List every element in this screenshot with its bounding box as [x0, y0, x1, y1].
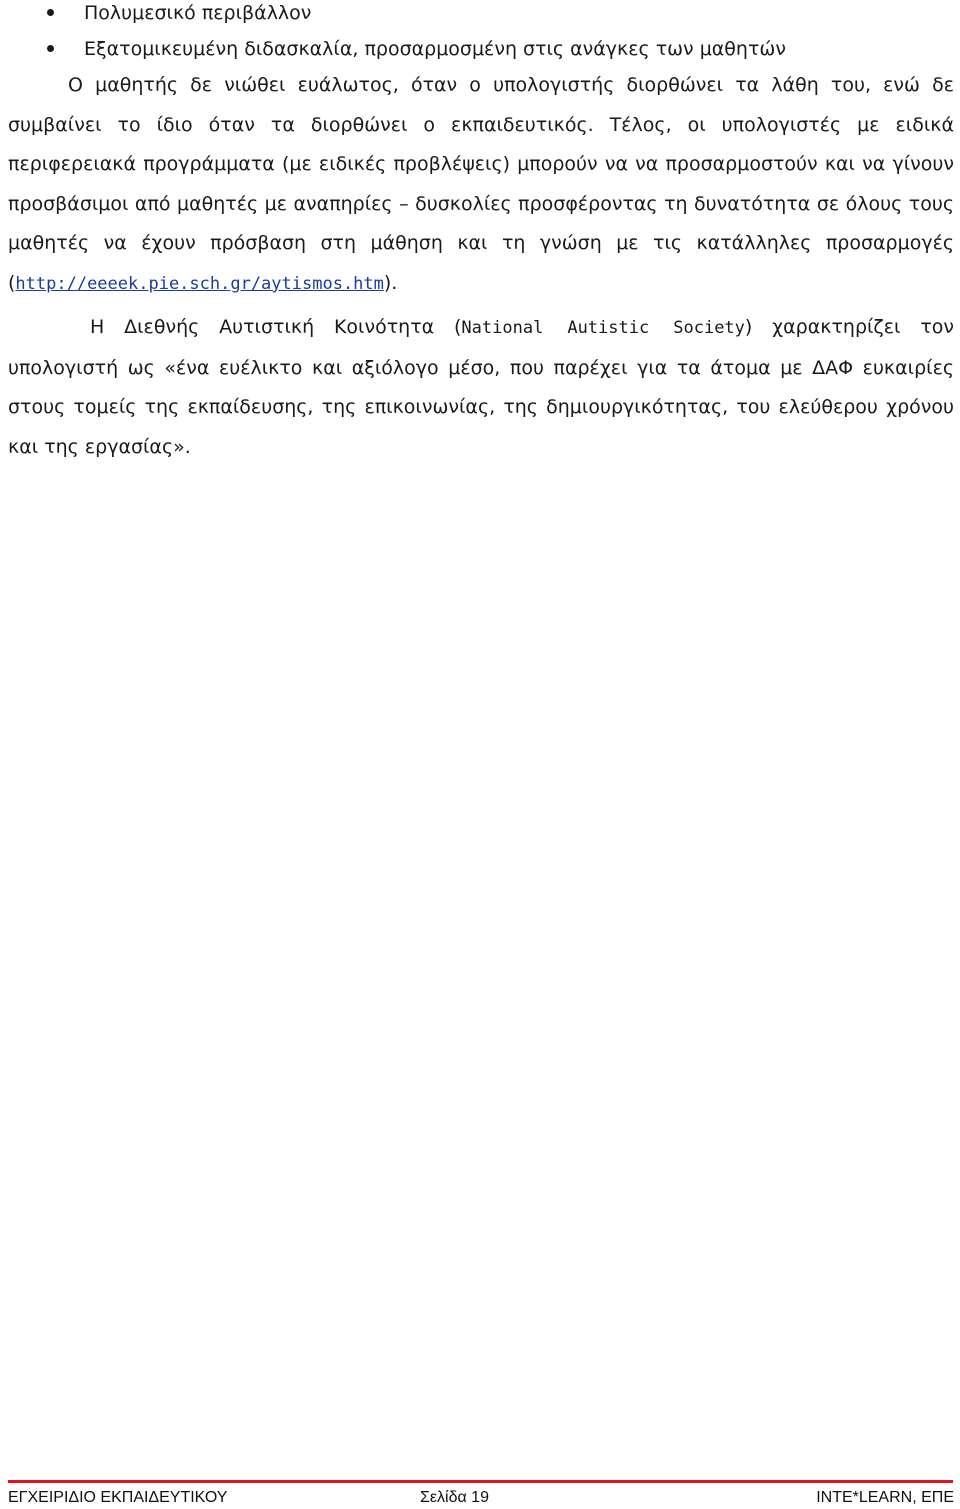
page-number: Σελίδα 19 [420, 1489, 489, 1506]
bullet-item [0, 0, 960, 36]
organization-name: National Autistic Society [461, 318, 745, 338]
bullet-dot-icon [47, 9, 54, 16]
footer-title: ΕΓΧΕΙΡΙΔΙΟ ΕΚΠΑΙΔΕΥΤΙΚΟΥ [8, 1489, 228, 1506]
paragraph-computers-errors [8, 66, 954, 304]
paragraph-text: Η Διεθνής Αυτιστική Κοινότητα ( [90, 316, 462, 338]
bullet-dot-icon [47, 45, 54, 52]
bullet-text: Πολυμεσικό περιβάλλον [84, 2, 312, 24]
paragraph-autistic-society [8, 308, 954, 467]
footer-company: INTE*LEARN, ΕΠΕ [816, 1489, 954, 1506]
bullet-text: Εξατομικευμένη διδασκαλία, προσαρμοσμένη στις ανάγκες των μαθητών [84, 38, 786, 60]
page-footer [0, 1487, 960, 1509]
paragraph-text-end: ) χαρακτηρίζει τον υπολογιστή ως «ένα ευέλικτο και αξιόλογο μέσο, που παρέχει για τα άτομα με ΔΑΦ ευκαιρίες στους τομείς της εκπαίδευσης, της επικοινωνίας, της δημιουργικότητας, του ελεύθερου χρόνου και της εργασίας». [8, 316, 954, 458]
bullet-list [0, 0, 960, 74]
footer-divider [8, 1480, 953, 1483]
paragraph-text: Ο μαθητής δε νιώθει ευάλωτος, όταν ο υπολογιστής διορθώνει τα λάθη του, ενώ δε συμβαίνει το ίδιο όταν τα διορθώνει ο εκπαιδευτικός. Τέλος, οι υπολογιστές με ειδικά περιφερειακά προγράμματα (με ειδικές προβλέψεις) μπορούν να να προσαρμοστούν και να γίνουν προσβάσιμοι από μαθητές με αναπηρίες – δυσκολίες προσφέροντας τη δυνατότητα σε όλους τους μαθητές να έχουν πρόσβαση στη μάθηση και τη γνώση με τις κατάλληλες προσαρμογές ( [8, 74, 954, 294]
paragraph-text-end: ). [383, 271, 398, 294]
source-link[interactable]: http://eeeek.pie.sch.gr/aytismos.htm [15, 273, 384, 294]
